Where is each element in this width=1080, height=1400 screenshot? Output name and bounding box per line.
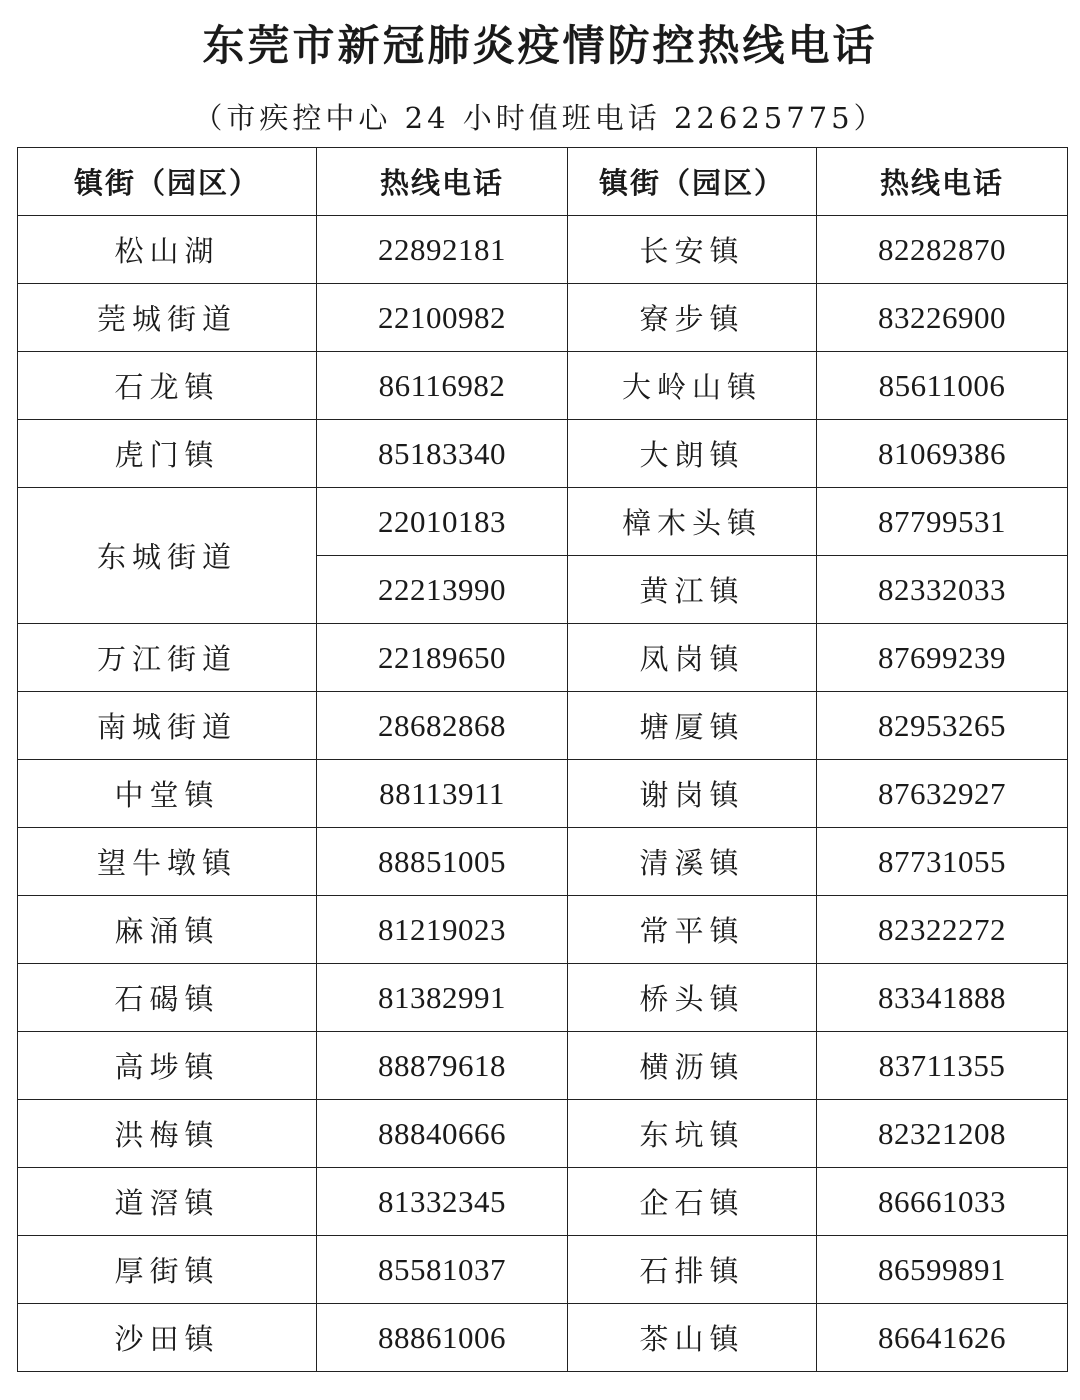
page-subtitle: （市疾控中心 24 小时值班电话 22625775）: [193, 101, 887, 135]
town-name-cell: 中堂镇: [18, 760, 317, 828]
town-name-cell: 东城街道: [18, 488, 317, 624]
town-name-cell: 凤岗镇: [568, 624, 817, 692]
hotline-phone-cell: 87731055: [817, 828, 1068, 896]
town-name-cell: 麻涌镇: [18, 896, 317, 964]
hotline-phone-cell: 83226900: [817, 284, 1068, 352]
town-name-cell: 黄江镇: [568, 556, 817, 624]
town-name-cell: 樟木头镇: [568, 488, 817, 556]
hotline-phone-cell: 81069386: [817, 420, 1068, 488]
hotline-phone-cell: 88861006: [317, 1304, 568, 1372]
table-row: [18, 1168, 1068, 1236]
hotline-phone-cell: 87799531: [817, 488, 1068, 556]
town-name-cell: 沙田镇: [18, 1304, 317, 1372]
hotline-phone-cell: 28682868: [317, 692, 568, 760]
header-phone-left: 热线电话: [317, 148, 568, 216]
table-row: [18, 1304, 1068, 1372]
table-row: [18, 216, 1068, 284]
table-row: [18, 964, 1068, 1032]
town-name-cell: 谢岗镇: [568, 760, 817, 828]
table-row: [18, 352, 1068, 420]
town-name-cell: 高埗镇: [18, 1032, 317, 1100]
town-name-cell: 长安镇: [568, 216, 817, 284]
hotline-phone-cell: 22892181: [317, 216, 568, 284]
town-name-cell: 莞城街道: [18, 284, 317, 352]
hotline-phone-cell: 82953265: [817, 692, 1068, 760]
town-name-cell: 道滘镇: [18, 1168, 317, 1236]
town-name-cell: 洪梅镇: [18, 1100, 317, 1168]
hotline-phone-cell: 87699239: [817, 624, 1068, 692]
town-name-cell: 万江街道: [18, 624, 317, 692]
town-name-cell: 石龙镇: [18, 352, 317, 420]
table-row: [18, 1100, 1068, 1168]
town-name-cell: 石排镇: [568, 1236, 817, 1304]
hotline-phone-cell: 88851005: [317, 828, 568, 896]
header-town-left: 镇街（园区）: [18, 148, 317, 216]
town-name-cell: 横沥镇: [568, 1032, 817, 1100]
hotline-phone-cell: 22213990: [317, 556, 568, 624]
hotline-phone-cell: 86116982: [317, 352, 568, 420]
hotline-phone-cell: 82282870: [817, 216, 1068, 284]
hotline-table: [17, 147, 1068, 1372]
town-name-cell: 东坑镇: [568, 1100, 817, 1168]
hotline-phone-cell: 81219023: [317, 896, 568, 964]
table-row: [18, 624, 1068, 692]
page-title: 东莞市新冠肺炎疫情防控热线电话: [202, 21, 878, 70]
town-name-cell: 企石镇: [568, 1168, 817, 1236]
table-row: [18, 1032, 1068, 1100]
hotline-table-body: [18, 216, 1068, 1372]
town-name-cell: 桥头镇: [568, 964, 817, 1032]
hotline-phone-cell: 83341888: [817, 964, 1068, 1032]
hotline-phone-cell: 22100982: [317, 284, 568, 352]
hotline-phone-cell: 82332033: [817, 556, 1068, 624]
table-row: [18, 828, 1068, 896]
table-row: [18, 420, 1068, 488]
hotline-phone-cell: 85183340: [317, 420, 568, 488]
town-name-cell: 大朗镇: [568, 420, 817, 488]
hotline-phone-cell: 82321208: [817, 1100, 1068, 1168]
hotline-phone-cell: 85611006: [817, 352, 1068, 420]
hotline-phone-cell: 83711355: [817, 1032, 1068, 1100]
hotline-phone-cell: 82322272: [817, 896, 1068, 964]
town-name-cell: 大岭山镇: [568, 352, 817, 420]
table-row: [18, 488, 1068, 556]
table-row: [18, 284, 1068, 352]
town-name-cell: 清溪镇: [568, 828, 817, 896]
hotline-phone-cell: 86661033: [817, 1168, 1068, 1236]
hotline-phone-cell: 88113911: [317, 760, 568, 828]
town-name-cell: 常平镇: [568, 896, 817, 964]
town-name-cell: 茶山镇: [568, 1304, 817, 1372]
hotline-phone-cell: 81382991: [317, 964, 568, 1032]
table-row: [18, 760, 1068, 828]
hotline-phone-cell: 22189650: [317, 624, 568, 692]
table-row: [18, 692, 1068, 760]
hotline-phone-cell: 86641626: [817, 1304, 1068, 1372]
town-name-cell: 松山湖: [18, 216, 317, 284]
table-row: [18, 896, 1068, 964]
town-name-cell: 虎门镇: [18, 420, 317, 488]
hotline-phone-cell: 88879618: [317, 1032, 568, 1100]
town-name-cell: 厚街镇: [18, 1236, 317, 1304]
header-phone-right: 热线电话: [817, 148, 1068, 216]
table-row: [18, 1236, 1068, 1304]
hotline-phone-cell: 87632927: [817, 760, 1068, 828]
town-name-cell: 塘厦镇: [568, 692, 817, 760]
hotline-phone-cell: 22010183: [317, 488, 568, 556]
hotline-phone-cell: 81332345: [317, 1168, 568, 1236]
hotline-phone-cell: 85581037: [317, 1236, 568, 1304]
table-header-row: [18, 148, 1068, 216]
town-name-cell: 石碣镇: [18, 964, 317, 1032]
town-name-cell: 寮步镇: [568, 284, 817, 352]
town-name-cell: 南城街道: [18, 692, 317, 760]
hotline-phone-cell: 86599891: [817, 1236, 1068, 1304]
town-name-cell: 望牛墩镇: [18, 828, 317, 896]
hotline-phone-cell: 88840666: [317, 1100, 568, 1168]
header-town-right: 镇街（园区）: [568, 148, 817, 216]
